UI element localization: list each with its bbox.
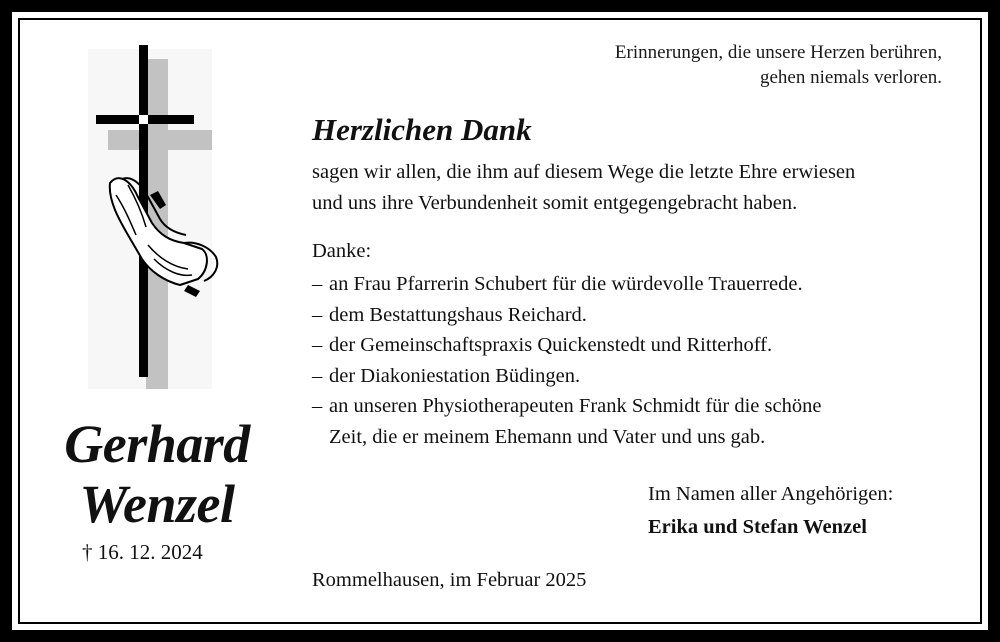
thanks-item: – der Diakoniestation Büdingen.: [312, 361, 821, 392]
thanks-list: [312, 269, 821, 452]
deceased-last-name: Wenzel: [79, 474, 235, 534]
quote-line-1: Erinnerungen, die unsere Herzen berühren,: [614, 42, 942, 63]
thanks-intro: [312, 157, 855, 219]
intro-line-2: und uns ihre Verbundenheit somit entgegengebracht haben.: [312, 192, 798, 214]
danke-label: Danke:: [312, 240, 372, 262]
memorial-quote: [615, 40, 942, 90]
place-date: Rommelhausen, im Februar 2025: [312, 569, 587, 591]
thanks-item: – der Gemeinschaftspraxis Quickenstedt und Ritterhoff.: [312, 330, 821, 361]
deceased-first-name: Gerhard: [64, 414, 250, 474]
thanks-item: – dem Bestattungshaus Reichard.: [312, 300, 821, 331]
thanks-heading: Herzlichen Dank: [312, 112, 532, 147]
family-names: Erika und Stefan Wenzel: [648, 516, 867, 538]
intro-line-1: sagen wir allen, die ihm auf diesem Wege die letzte Ehre erwiesen: [312, 161, 856, 183]
signoff-intro: Im Namen aller Angehörigen:: [648, 483, 894, 505]
deceased-name: [60, 414, 254, 534]
thanks-item-continuation: Zeit, die er meinem Ehemann und Vater und uns gab.: [329, 425, 766, 448]
cross-icon: [88, 45, 230, 405]
thanks-item: – an unseren Physiotherapeuten Frank Schmidt für die schöne Zeit, die er meinem Ehemann und Vater und uns gab.: [312, 391, 821, 452]
death-date: † 16. 12. 2024: [82, 540, 203, 564]
obituary-card: [12, 12, 988, 630]
thanks-item: – an Frau Pfarrerin Schubert für die würdevolle Trauerrede.: [312, 269, 821, 300]
quote-line-2: gehen niemals verloren.: [759, 67, 942, 88]
signoff: [648, 478, 893, 544]
